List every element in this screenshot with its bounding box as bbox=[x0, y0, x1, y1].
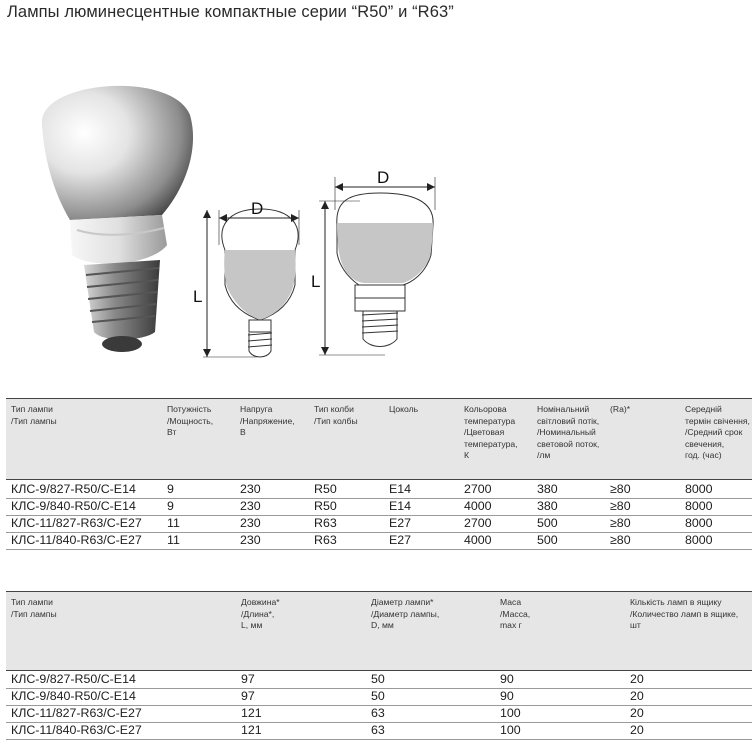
header-cell: Напруга /Напряжение, В bbox=[240, 404, 295, 437]
cell-diameter: 50 bbox=[371, 689, 385, 703]
header-cell: Тип лампи /Тип лампы bbox=[11, 597, 57, 619]
cell-ra: ≥80 bbox=[610, 516, 631, 530]
cell-socket: E27 bbox=[389, 516, 412, 530]
cell-type: КЛС-11/827-R63/С-Е27 bbox=[11, 706, 142, 720]
cell-diameter: 50 bbox=[371, 672, 385, 686]
cell-color-temp: 2700 bbox=[464, 516, 492, 530]
header-cell: Потужність /Мощность, Вт bbox=[167, 404, 214, 437]
header-cell: Середній термін свічення, /Средний срок свечения, год. (час) bbox=[685, 404, 750, 460]
cell-type: КЛС-9/827-R50/С-Е14 bbox=[11, 482, 136, 496]
cell-box-qty: 20 bbox=[630, 706, 644, 720]
cell-lifetime: 8000 bbox=[685, 482, 713, 496]
large-lamp-d-label: D bbox=[377, 168, 390, 187]
header-cell: Кольорова температура /Цветовая температура, К bbox=[464, 404, 518, 460]
small-lamp-l-label: L bbox=[193, 287, 203, 306]
cell-box-qty: 20 bbox=[630, 672, 644, 686]
table-row bbox=[6, 705, 752, 723]
cell-power: 9 bbox=[167, 482, 174, 496]
small-lamp-outline bbox=[222, 209, 298, 357]
cell-lifetime: 8000 bbox=[685, 516, 713, 530]
cell-length: 97 bbox=[241, 672, 255, 686]
table-row bbox=[6, 722, 752, 740]
table-row bbox=[6, 481, 752, 499]
cell-color-temp: 2700 bbox=[464, 482, 492, 496]
cell-bulb: R50 bbox=[314, 482, 337, 496]
cell-diameter: 63 bbox=[371, 706, 385, 720]
cell-type: КЛС-9/840-R50/С-Е14 bbox=[11, 689, 136, 703]
lamp-photo bbox=[22, 70, 207, 365]
cell-box-qty: 20 bbox=[630, 723, 644, 737]
header-cell: Тип колби /Тип колбы bbox=[314, 404, 358, 426]
cell-flux: 500 bbox=[537, 516, 558, 530]
cell-bulb: R50 bbox=[314, 499, 337, 513]
cell-power: 9 bbox=[167, 499, 174, 513]
cell-flux: 500 bbox=[537, 533, 558, 547]
table-row bbox=[6, 671, 752, 689]
header-cell: Номінальний світловий потік, /Номинальный световой поток, /лм bbox=[537, 404, 600, 460]
cell-mass: 100 bbox=[500, 706, 521, 720]
cell-length: 121 bbox=[241, 723, 262, 737]
cell-power: 11 bbox=[167, 533, 180, 547]
cell-flux: 380 bbox=[537, 482, 558, 496]
cell-type: КЛС-11/827-R63/С-Е27 bbox=[11, 516, 142, 530]
cell-mass: 90 bbox=[500, 689, 514, 703]
cell-socket: E14 bbox=[389, 482, 412, 496]
cell-lifetime: 8000 bbox=[685, 499, 713, 513]
table-row bbox=[6, 532, 752, 550]
header-cell: Кількість ламп в ящику /Количество ламп в ящике, шт bbox=[630, 597, 739, 630]
cell-socket: E27 bbox=[389, 533, 412, 547]
table-row bbox=[6, 515, 752, 533]
dimension-diagram bbox=[185, 165, 445, 370]
header-cell: Діаметр лампи* /Диаметр лампы, D, мм bbox=[371, 597, 440, 630]
cell-mass: 100 bbox=[500, 723, 521, 737]
header-cell: Тип лампи /Тип лампы bbox=[11, 404, 57, 426]
cell-voltage: 230 bbox=[240, 499, 261, 513]
page-title: Лампы люминесцентные компактные серии “R50” и “R63” bbox=[7, 3, 454, 21]
header-cell: Цоколь bbox=[389, 404, 419, 414]
cell-color-temp: 4000 bbox=[464, 533, 492, 547]
cell-box-qty: 20 bbox=[630, 689, 644, 703]
header-cell: (Ra)* bbox=[610, 404, 631, 414]
table-header bbox=[6, 398, 752, 480]
cell-color-temp: 4000 bbox=[464, 499, 492, 513]
cell-diameter: 63 bbox=[371, 723, 385, 737]
cell-voltage: 230 bbox=[240, 516, 261, 530]
cell-type: КЛС-9/840-R50/С-Е14 bbox=[11, 499, 136, 513]
table-row bbox=[6, 688, 752, 706]
cell-length: 97 bbox=[241, 689, 255, 703]
cell-length: 121 bbox=[241, 706, 262, 720]
cell-voltage: 230 bbox=[240, 533, 261, 547]
large-lamp-outline bbox=[337, 193, 433, 347]
cell-voltage: 230 bbox=[240, 482, 261, 496]
cell-power: 11 bbox=[167, 516, 180, 530]
cell-type: КЛС-11/840-R63/С-Е27 bbox=[11, 533, 142, 547]
cell-socket: E14 bbox=[389, 499, 412, 513]
large-lamp-l-label: L bbox=[311, 272, 321, 291]
cell-ra: ≥80 bbox=[610, 499, 631, 513]
cell-ra: ≥80 bbox=[610, 533, 631, 547]
cell-lifetime: 8000 bbox=[685, 533, 713, 547]
cell-flux: 380 bbox=[537, 499, 558, 513]
header-cell: Маса /Масса, max г bbox=[500, 597, 531, 630]
header-cell: Довжина* /Длина*, L, мм bbox=[241, 597, 280, 630]
cell-mass: 90 bbox=[500, 672, 514, 686]
cell-ra: ≥80 bbox=[610, 482, 631, 496]
cell-bulb: R63 bbox=[314, 516, 337, 530]
cell-bulb: R63 bbox=[314, 533, 337, 547]
cell-type: КЛС-11/840-R63/С-Е27 bbox=[11, 723, 142, 737]
table-row bbox=[6, 498, 752, 516]
cell-type: КЛС-9/827-R50/С-Е14 bbox=[11, 672, 136, 686]
small-lamp-d-label: D bbox=[251, 199, 264, 218]
